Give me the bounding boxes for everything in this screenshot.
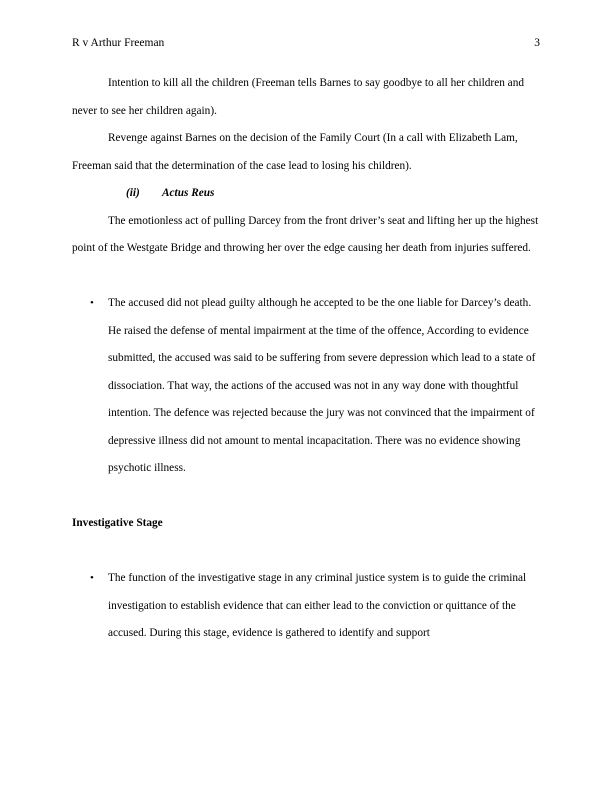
list-item-text: The accused did not plead guilty although he accepted to be the one liable for Darcey’s death. He raised the defense of mental impairment at the time of the offence, According to evidence submitted, the accused was said to be suffering from severe depression which lead to a state of dissociation. That way, the actions of the accused was not in any way done with thoughtful intention. The defence was rejected because the jury was not convinced that the impairment of depressive illness did not amount to mental incapacitation. There was no evidence showing psychotic illness.: [108, 297, 536, 474]
bullet-icon: •: [90, 572, 94, 584]
running-head: R v Arthur Freeman: [72, 37, 165, 49]
bullet-list-plea: [72, 290, 542, 483]
bullet-list-investigative: [72, 565, 542, 648]
spacer: [72, 538, 542, 566]
document-body: [72, 70, 542, 648]
subheading-actus-reus: [72, 180, 542, 208]
subheading-title: Actus Reus: [162, 187, 215, 199]
spacer: [72, 263, 542, 291]
bullet-icon: •: [90, 297, 94, 309]
paragraph-actus-reus: The emotionless act of pulling Darcey from the front driver’s seat and lifting her up the highest point of the Westgate Bridge and throwing her over the edge causing her death from injuries suffered.: [72, 214, 539, 254]
list-item: [72, 290, 542, 483]
list-item-text: The function of the investigative stage in any criminal justice system is to guide the criminal investigation to establish evidence that can either lead to the conviction or quittance of the accused. During this stage, evidence is gathered to identify and support: [108, 572, 527, 639]
spacer: [72, 483, 542, 511]
subheading-number: (ii): [126, 187, 140, 199]
page-number: 3: [534, 37, 540, 49]
section-heading: Investigative Stage: [72, 517, 163, 529]
paragraph-revenge: Revenge against Barnes on the decision of the Family Court (In a call with Elizabeth Lam, Freeman said that the determination of the case lead to losing his children).: [72, 132, 518, 172]
list-item: [72, 565, 542, 648]
paragraph-intention: Intention to kill all the children (Freeman tells Barnes to say goodbye to all her children and never to see her children again).: [72, 77, 524, 117]
